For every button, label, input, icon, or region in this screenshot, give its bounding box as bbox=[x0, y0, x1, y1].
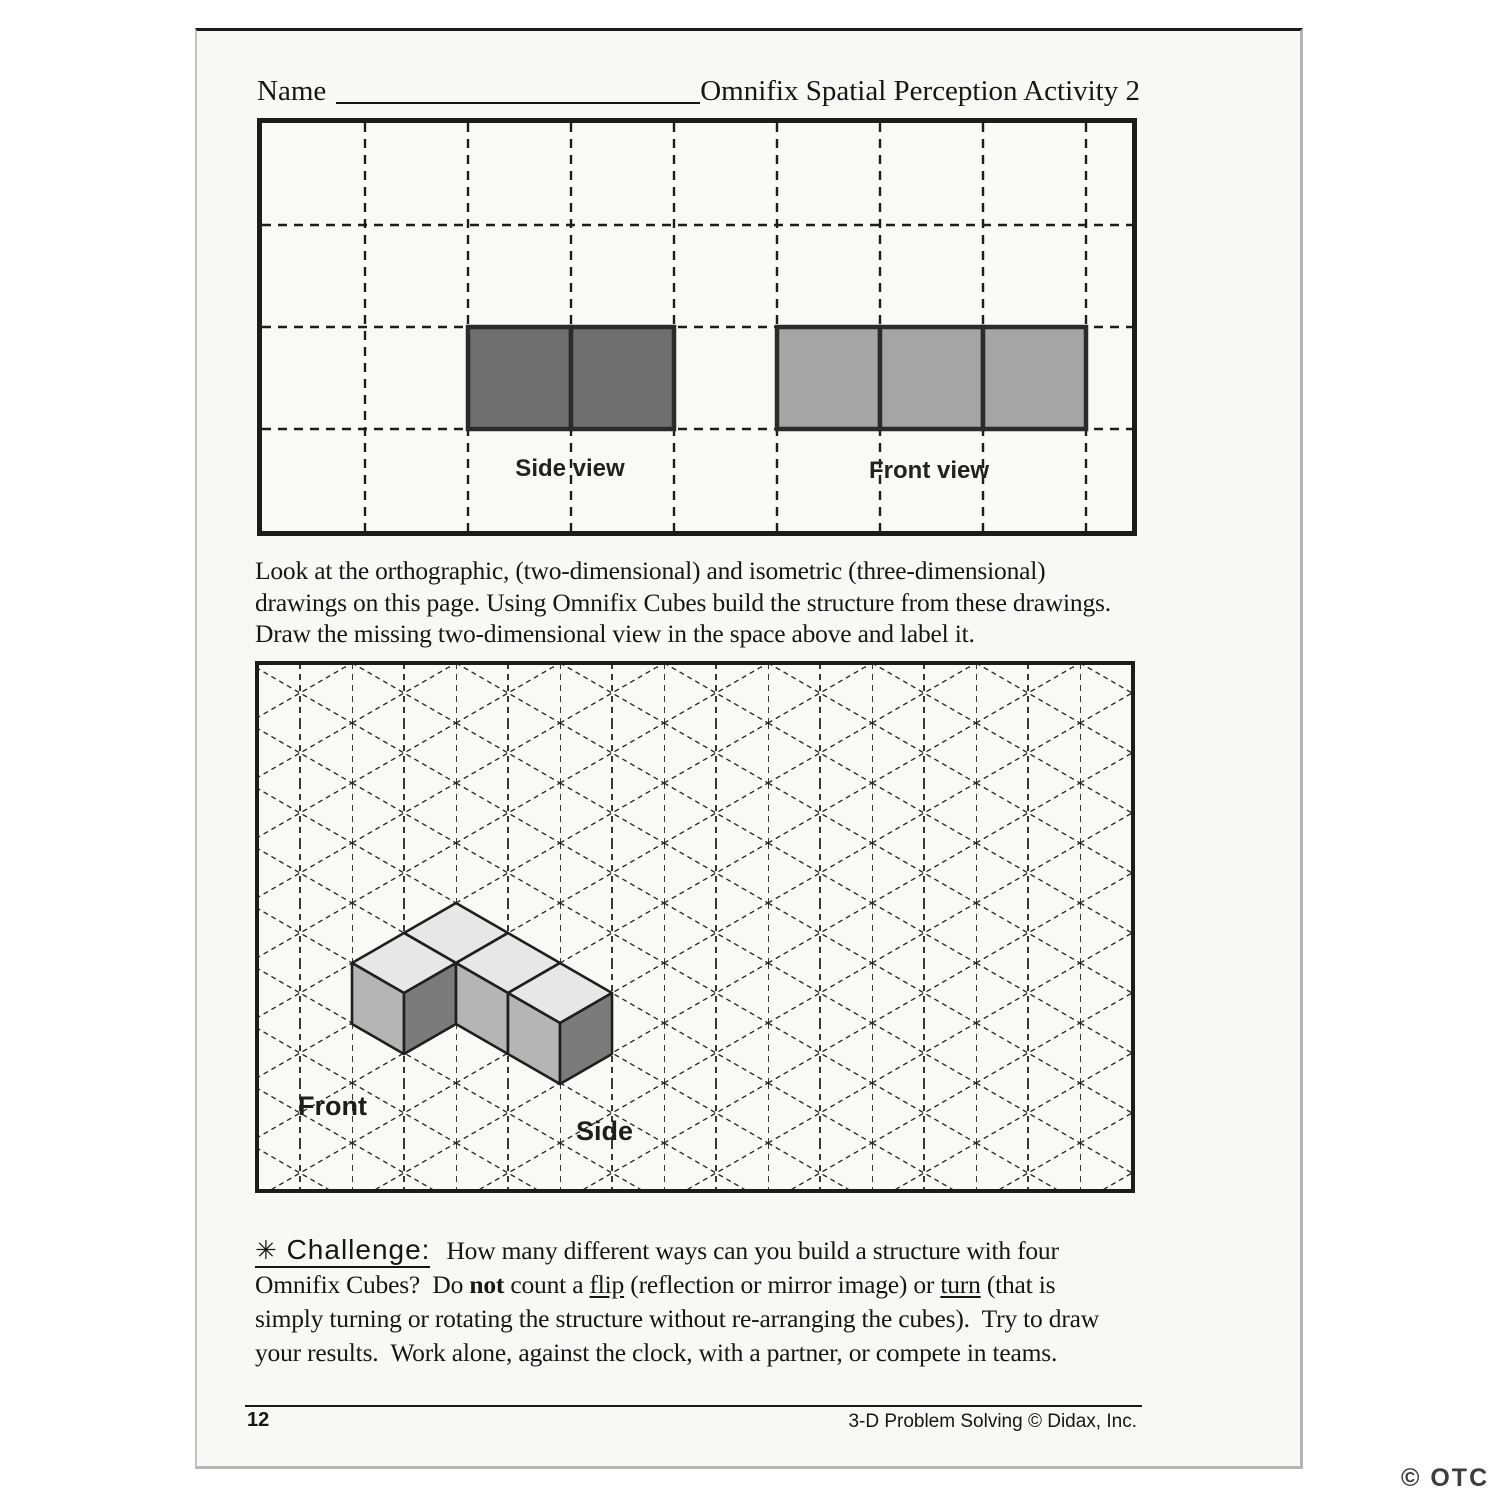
page-number: 12 bbox=[247, 1409, 270, 1431]
challenge-line-1 bbox=[255, 1233, 1275, 1268]
challenge-heading-label: Challenge: bbox=[286, 1234, 431, 1265]
challenge-text: How many different ways can you build a structure with four bbox=[446, 1236, 1059, 1265]
worksheet-page bbox=[195, 28, 1303, 1469]
challenge-heading bbox=[255, 1234, 430, 1268]
challenge-text: count a bbox=[504, 1270, 590, 1299]
instructions-line-1: Look at the orthographic, (two-dimensional) and isometric (three-dimensional) bbox=[255, 556, 1046, 585]
asterisk-star-icon: ✳ bbox=[255, 1235, 278, 1265]
square-grid-canvas bbox=[262, 123, 1132, 531]
challenge-line-2 bbox=[255, 1268, 1275, 1302]
orthographic-grid-panel bbox=[257, 118, 1137, 536]
instructions-paragraph bbox=[255, 555, 1265, 650]
challenge-text: (that is bbox=[980, 1270, 1056, 1299]
name-label: Name bbox=[257, 75, 327, 107]
side-view-label: Side view bbox=[515, 455, 625, 482]
front-view-label: Front view bbox=[868, 457, 990, 484]
instructions-line-2: drawings on this page. Using Omnifix Cubes build the structure from these drawings. bbox=[255, 587, 1111, 617]
challenge-paragraph bbox=[255, 1233, 1275, 1370]
instructions-line-3: Draw the missing two-dimensional view in the space above and label it. bbox=[255, 619, 975, 648]
isometric-canvas bbox=[259, 665, 1131, 1189]
isometric-grid-panel bbox=[255, 661, 1135, 1193]
side-direction-label: Side bbox=[576, 1116, 634, 1146]
challenge-text: Omnifix Cubes? Do bbox=[255, 1270, 470, 1299]
copyright-credit: 3-D Problem Solving © Didax, Inc. bbox=[848, 1411, 1137, 1432]
page-title: Omnifix Spatial Perception Activity 2 bbox=[700, 75, 1140, 107]
challenge-turn-word: turn bbox=[940, 1270, 981, 1299]
name-blank-line bbox=[336, 78, 700, 104]
footer-rule bbox=[245, 1405, 1142, 1407]
challenge-line-3: simply turning or rotating the structure without re-arranging the cubes). Try to draw bbox=[255, 1304, 1099, 1333]
challenge-text: (reflection or mirror image) or bbox=[624, 1270, 941, 1299]
otc-watermark: © OTC bbox=[1401, 1464, 1490, 1492]
page-header bbox=[257, 75, 1140, 108]
isometric-dot-grid bbox=[259, 665, 1131, 1189]
challenge-line-4: your results. Work alone, against the clock, with a partner, or compete in teams. bbox=[255, 1338, 1058, 1367]
challenge-not-word: not bbox=[469, 1270, 505, 1299]
front-direction-label: Front bbox=[298, 1091, 367, 1121]
challenge-flip-word: flip bbox=[589, 1270, 625, 1299]
